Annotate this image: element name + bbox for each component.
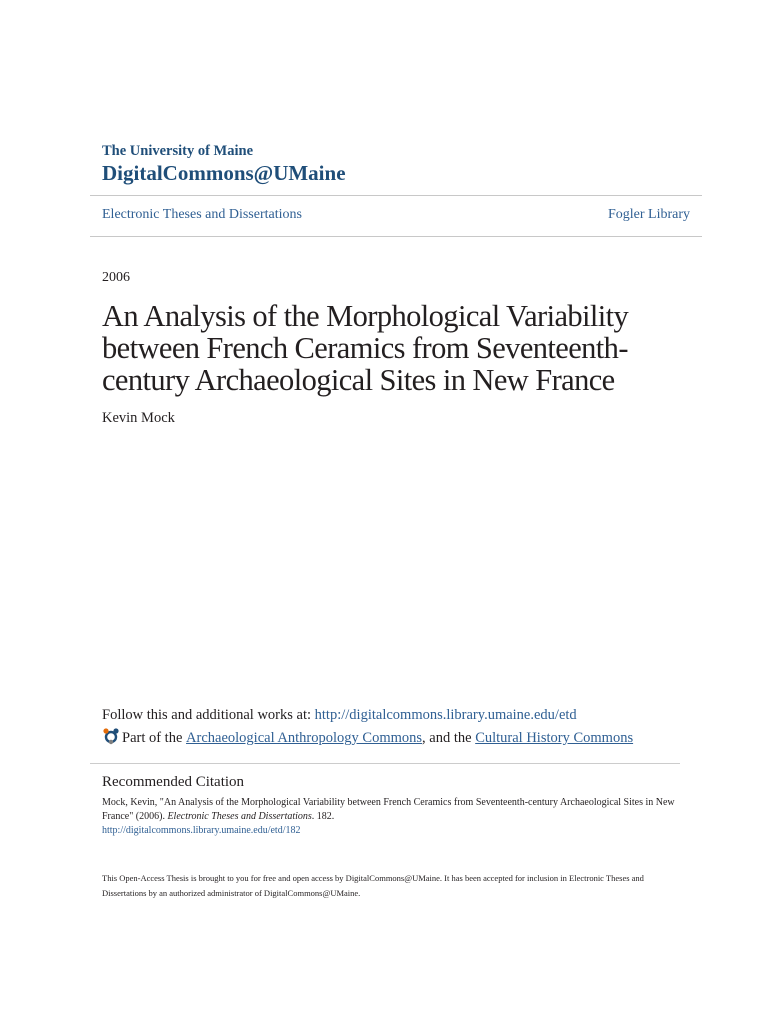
archaeological-anthropology-commons-link[interactable]: Archaeological Anthropology Commons (186, 730, 423, 746)
citation-block (102, 796, 682, 838)
series-link[interactable]: Electronic Theses and Dissertations (102, 207, 302, 222)
follow-label: Follow this and additional works at: (102, 707, 315, 723)
document-title: An Analysis of the Morphological Variability between French Ceramics from Seventeenth-century Archaeological Sites in New France (102, 299, 629, 397)
repository-name[interactable]: DigitalCommons@UMaine (102, 161, 346, 185)
follow-line (102, 707, 577, 724)
university-name: The University of Maine (102, 143, 254, 159)
top-divider (90, 195, 702, 196)
publication-year: 2006 (102, 270, 130, 285)
citation-divider (90, 763, 680, 764)
header-divider (90, 236, 702, 237)
cultural-history-commons-link[interactable]: Cultural History Commons (475, 730, 634, 746)
library-link[interactable]: Fogler Library (607, 207, 690, 222)
part-of-prefix: Part of the (122, 730, 183, 746)
network-icon (102, 727, 120, 745)
part-of-middle: , and the (422, 730, 472, 746)
citation-text-1: Mock, Kevin, "An Analysis of the Morphological Variability between French Ceramics from Seventeenth-century Archaeological Sites in New France" (2006). (102, 797, 675, 822)
author-name: Kevin Mock (102, 410, 175, 426)
citation-journal: Electronic Theses and Dissertations (167, 811, 312, 822)
citation-text-2: . 182. (311, 811, 335, 822)
citation-heading: Recommended Citation (102, 774, 245, 790)
citation-url-link[interactable]: http://digitalcommons.library.umaine.edu/etd/182 (102, 825, 301, 836)
access-notice: This Open-Access Thesis is brought to you for free and open access by DigitalCommons@UMaine. It has been accepted for inclusion in Electronic Theses and Dissertations by an authorized administrator of DigitalCommons@UMaine. (102, 873, 644, 898)
follow-url-link[interactable]: http://digitalcommons.library.umaine.edu/etd (314, 707, 577, 723)
part-of-line (102, 730, 633, 747)
